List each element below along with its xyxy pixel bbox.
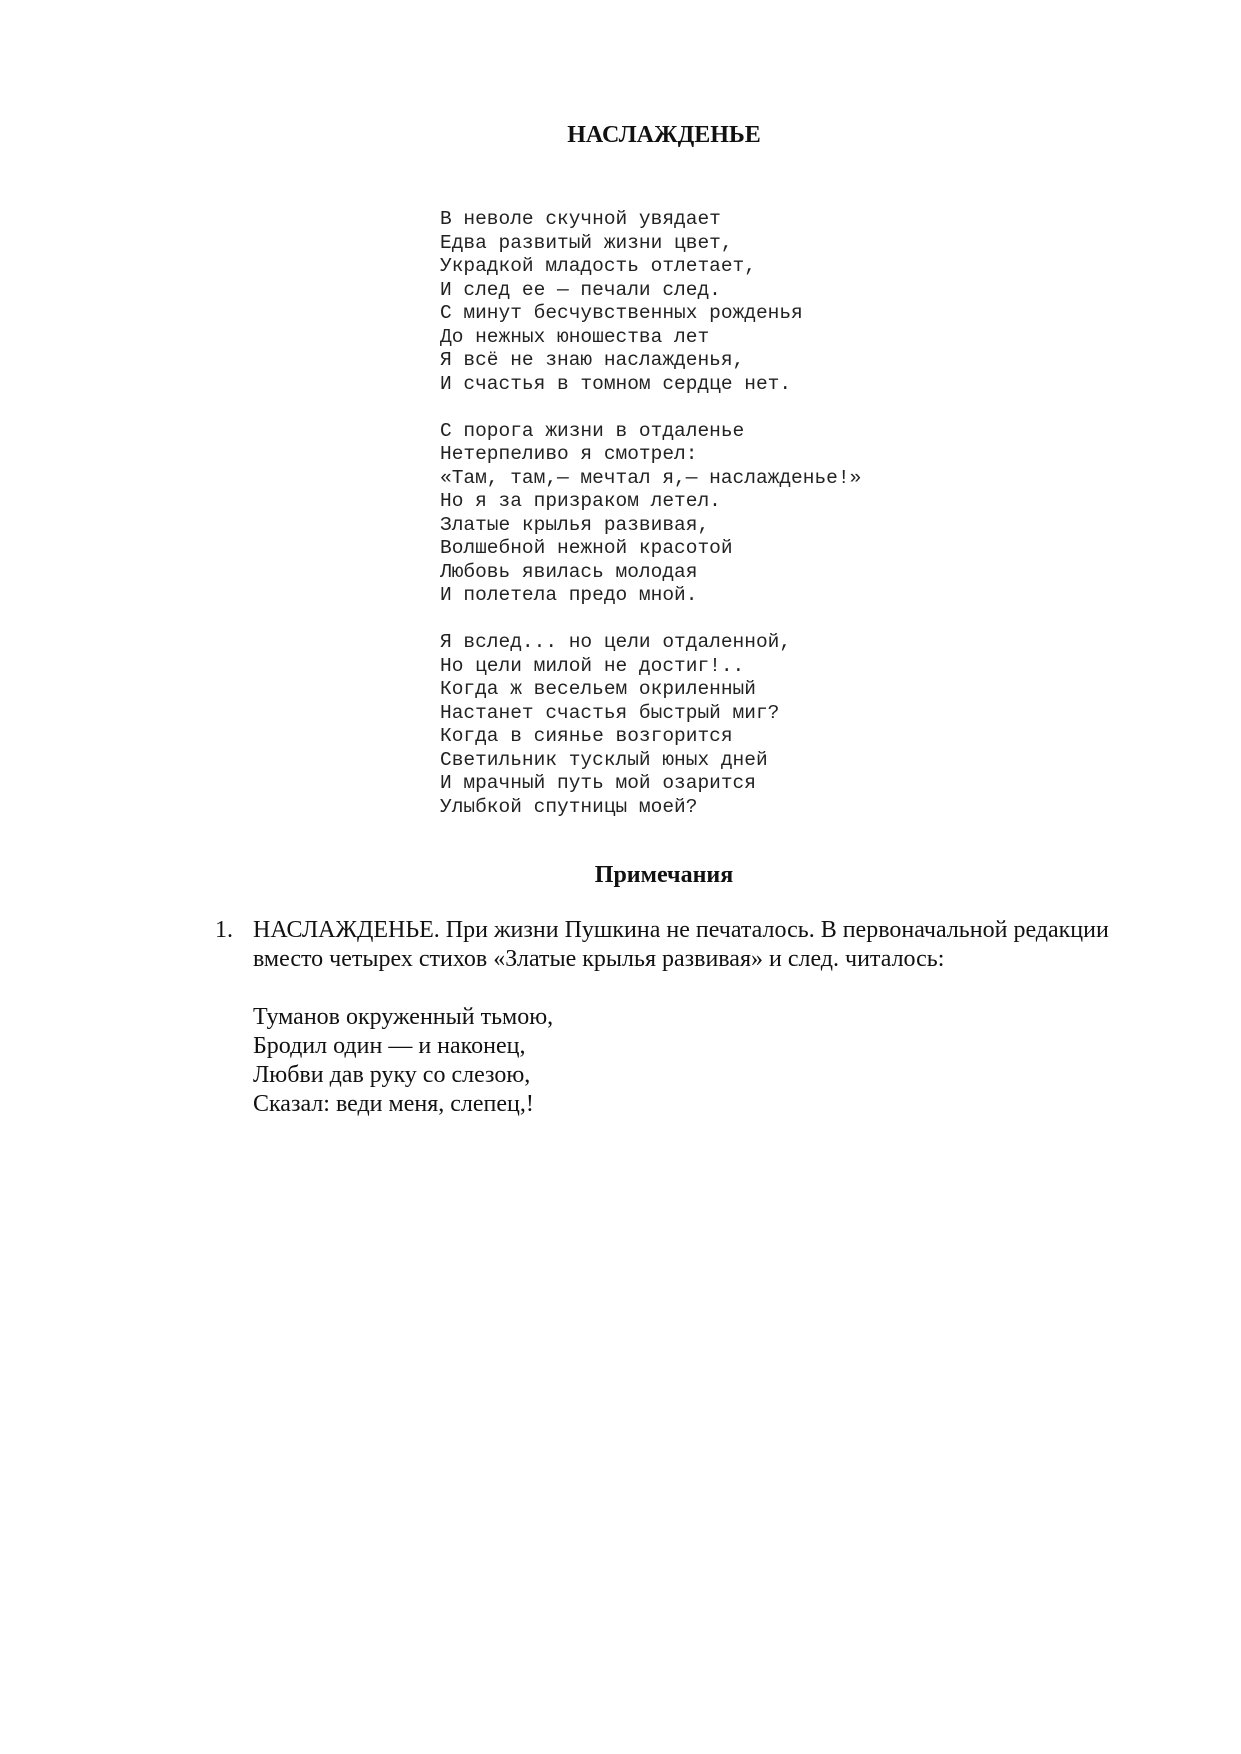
poem-line: Я вслед... но цели отдаленной, bbox=[440, 631, 792, 653]
poem-stanza-1 bbox=[440, 208, 1000, 396]
poem-line: Любовь явилась молодая bbox=[440, 560, 698, 583]
poem-line: Волшебной нежной красотой bbox=[440, 537, 733, 559]
note-number: 1. bbox=[215, 917, 233, 943]
quote-line: Бродил один — и наконец, bbox=[253, 1033, 526, 1059]
note-item bbox=[215, 916, 1175, 1119]
poem-line: Когда ж весельем окриленный bbox=[440, 678, 756, 700]
quote-line: Туманов окруженный тьмою, bbox=[253, 1004, 554, 1030]
note-text-line: вместо четырех стихов «Златые крылья развивая» и след. читалось: bbox=[253, 946, 945, 972]
note-text-line: НАСЛАЖДЕНЬЕ. При жизни Пушкина не печаталось. В первоначальной редакции bbox=[253, 917, 1109, 943]
poem-line: Златые крылья развивая, bbox=[440, 513, 710, 536]
poem-line: «Там, там,— мечтал я,— наслажденье!» bbox=[440, 466, 862, 489]
poem-line: Когда в сиянье возгорится bbox=[440, 725, 733, 747]
poem-line: И след ее — печали след. bbox=[440, 278, 721, 301]
quote-line: Сказал: веди меня, слепец,! bbox=[253, 1091, 534, 1117]
poem-line: Улыбкой спутницы моей? bbox=[440, 795, 698, 818]
poem-stanza-3 bbox=[440, 631, 1000, 819]
poem-line: До нежных юношества лет bbox=[440, 325, 710, 348]
poem-line: В неволе скучной увядает bbox=[440, 208, 721, 230]
poem-line: Нетерпеливо я смотрел: bbox=[440, 443, 698, 465]
poem-line: Настанет счастья быстрый миг? bbox=[440, 701, 780, 724]
poem-title: НАСЛАЖДЕНЬЕ bbox=[567, 122, 761, 148]
poem-stanza-2 bbox=[440, 420, 1000, 608]
poem-line: Едва развитый жизни цвет, bbox=[440, 231, 733, 254]
poem-line: С порога жизни в отдаленье bbox=[440, 419, 745, 442]
note-quote bbox=[253, 1003, 1175, 1119]
poem-line: И счастья в томном сердце нет. bbox=[440, 372, 792, 395]
poem-line: Я всё не знаю наслажденья, bbox=[440, 349, 745, 371]
quote-line: Любви дав руку со слезою, bbox=[253, 1062, 531, 1088]
poem-line: И полетела предо мной. bbox=[440, 584, 698, 606]
poem-line: Светильник тусклый юных дней bbox=[440, 748, 768, 771]
poem-line: И мрачный путь мой озарится bbox=[440, 772, 756, 794]
poem-line: Но цели милой не достиг!.. bbox=[440, 654, 745, 677]
poem-body bbox=[440, 208, 1000, 819]
notes-heading: Примечания bbox=[594, 862, 734, 888]
poem-line: Но я за призраком летел. bbox=[440, 490, 721, 512]
poem-line: Украдкой младость отлетает, bbox=[440, 255, 756, 277]
note-body bbox=[253, 916, 1175, 1119]
poem-line: С минут бесчувственных рожденья bbox=[440, 302, 803, 324]
